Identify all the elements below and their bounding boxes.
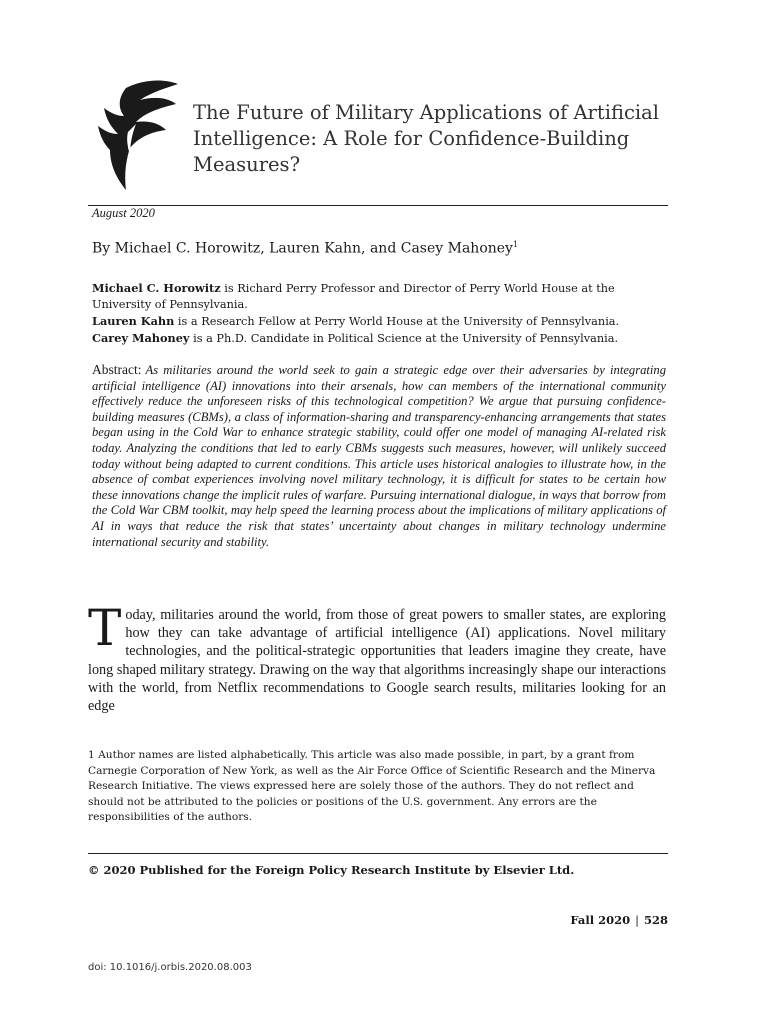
publication-date: August 2020 xyxy=(92,206,155,220)
body-text: oday, militaries around the world, from those of great powers to smaller states, are exploring how they can take advantage of artificial intelligence (AI) applications. Novel military technologies, and the political-strategic opportunities that leaders imagine they create, have long shaped military strategy. Drawing on the way that algorithms increasingly shape our interactions with the world, from Netflix recommendations to Google search results, militaries looking for an edge xyxy=(88,607,666,715)
affiliation-line xyxy=(92,313,674,330)
affiliation-line xyxy=(92,280,674,313)
footer-rule xyxy=(88,853,668,854)
footnote xyxy=(88,748,668,826)
page-separator: | xyxy=(635,913,639,927)
copyright-notice: © 2020 Published for the Foreign Policy Research Institute by Elsevier Ltd. xyxy=(88,863,575,877)
abstract-text: As militaries around the world seek to gain a strategic edge over their adversaries by integrating artificial intelligence (AI) innovations into their arsenals, how can members of the international community effectively reduce the unforeseen risks of this technological competition? We argue that pursuing confidence-building measures (CBMs), a class of information-sharing and transparency-enhancing arrangements that states began using in the Cold War to enhance strategic stability, could offer one model of managing AI-related risk today. Analyzing the conditions that led to early CBMs suggests such measures, however, will unlikely succeed today without being adapted to current conditions. This article uses historical analogies to illustrate how, in the absence of combat experiences involving novel military technology, it is difficult for states to be certain how these innovations change the implicit rules of warfare. Pursuing international dialogue, in ways that borrow from the Cold War CBM toolkit, may help speed the learning process about the implications of military applications of AI in ways that reduce the risk that states’ uncertainty about changes in military technology undermine international security and stability. xyxy=(92,363,666,549)
author-name: Michael C. Horowitz xyxy=(92,281,221,295)
affiliation-text: is a Research Fellow at Perry World House at the University of Pennsylvania. xyxy=(174,315,620,328)
page-number: 528 xyxy=(643,913,668,927)
author-byline xyxy=(92,240,518,257)
issue-label: Fall 2020 xyxy=(570,913,631,927)
byline-text: By Michael C. Horowitz, Lauren Kahn, and Casey Mahoney xyxy=(92,240,513,257)
article-title: The Future of Military Applications of Artificial Intelligence: A Role for Confidence-Building Measures? xyxy=(193,101,659,176)
affiliation-line xyxy=(92,330,674,347)
footnote-mark: 1 xyxy=(88,749,95,761)
affiliation-text: is a Ph.D. Candidate in Political Science at the University of Pennsylvania. xyxy=(189,332,619,345)
fpri-logo-icon xyxy=(96,78,184,194)
author-name: Lauren Kahn xyxy=(92,314,175,328)
author-affiliations xyxy=(92,280,674,347)
author-name: Carey Mahoney xyxy=(92,331,190,345)
byline-footnote-mark[interactable]: 1 xyxy=(512,240,519,249)
header-rule xyxy=(88,205,668,206)
doi-link[interactable]: doi: 10.1016/j.orbis.2020.08.003 xyxy=(88,962,252,973)
affiliation-text: is Richard Perry Professor and Director of Perry World House at the University of Pennsylvania. xyxy=(92,282,615,311)
body-paragraph xyxy=(88,599,666,715)
footnote-text: Author names are listed alphabetically. This article was also made possible, in part, by a grant from Carnegie Corporation of New York, as well as the Air Force Office of Scientific Research and the Minerva Research Initiative. The views expressed here are solely those of the authors. They do not reflect and should not be attributed to the policies or positions of the U.S. government. Any errors are the responsibilities of the authors. xyxy=(88,749,656,823)
abstract-label: Abstract: xyxy=(92,362,142,377)
page-info xyxy=(570,913,668,927)
abstract xyxy=(92,362,666,550)
drop-cap: T xyxy=(88,599,122,657)
